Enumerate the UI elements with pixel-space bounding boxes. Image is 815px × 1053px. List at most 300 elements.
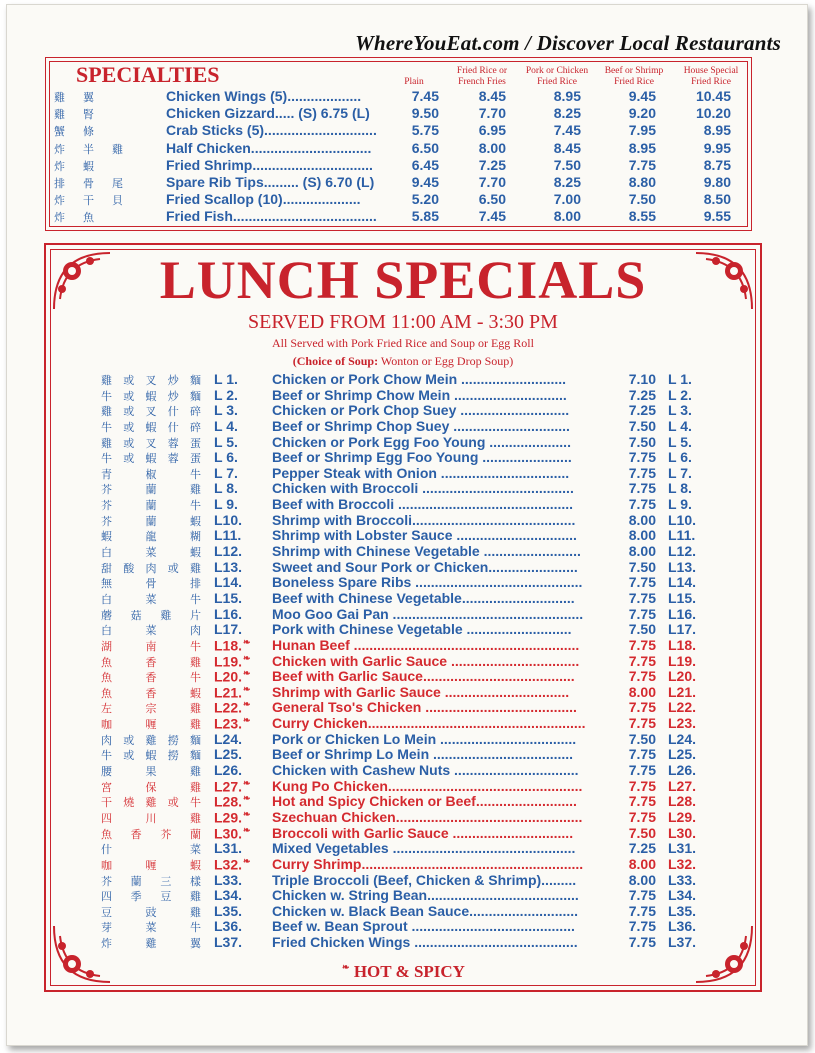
lunch-item-code xyxy=(214,465,238,481)
lunch-item-name: Beef or Shrimp Egg Foo Young ....................... xyxy=(272,449,572,466)
lunch-item-row xyxy=(46,903,760,919)
lunch-item-code xyxy=(214,527,241,543)
lunch-item-name: Chicken with Garlic Sauce ................................. xyxy=(272,652,580,669)
lunch-item-name: Beef with Broccoli ............................................. xyxy=(272,496,574,513)
lunch-item-name: Pepper Steak with Onion ................................. xyxy=(272,464,570,481)
lunch-item-price: 7.75 xyxy=(628,793,656,810)
lunch-item-chinese-name: 無 骨 排 xyxy=(101,577,201,591)
lunch-item-row xyxy=(46,402,760,418)
lunch-item-price: 7.75 xyxy=(628,668,656,685)
lunch-item-row xyxy=(46,668,760,684)
specialty-price: 10.45 xyxy=(695,88,731,104)
lunch-item-row xyxy=(46,887,760,903)
lunch-item-code-text: L18. xyxy=(214,637,243,654)
lunch-item-code-right: L33. xyxy=(668,871,697,888)
hot-pepper-icon: ❧ xyxy=(243,652,251,663)
specialty-price: 6.95 xyxy=(478,122,506,139)
lunch-item-chinese-name: 什 菜 xyxy=(101,843,201,857)
specialty-price: 5.20 xyxy=(411,191,439,208)
lunch-item-chinese-name: 咖 喱 蝦 xyxy=(101,858,201,872)
lunch-item-price: 7.10 xyxy=(628,371,656,387)
lunch-item-name: Beef with Garlic Sauce....................................... xyxy=(272,668,575,685)
lunch-item-code-text: L37. xyxy=(214,934,243,951)
lunch-specials-title: LUNCH SPECIALS xyxy=(159,250,647,310)
header-fried-rice-or-fries: Fried Rice or French Fries xyxy=(456,66,508,87)
lunch-item-code-text: L 2. xyxy=(214,386,238,403)
lunch-item-name: Triple Broccoli (Beef, Chicken & Shrimp)......... xyxy=(272,871,577,888)
specialty-price: 7.70 xyxy=(478,105,506,122)
lunch-item-price: 7.50 xyxy=(628,433,656,450)
lunch-item-code xyxy=(214,762,242,778)
lunch-item-row xyxy=(46,778,760,794)
header-pork-chicken-fried-rice: Pork or Chicken Fried Rice xyxy=(525,66,589,87)
lunch-item-price: 8.00 xyxy=(628,527,656,544)
specialty-price: 8.25 xyxy=(553,105,581,122)
lunch-item-code-right: L14. xyxy=(668,574,697,591)
specialty-chinese-name: 雞腎 xyxy=(54,108,112,122)
specialty-price: 9.45 xyxy=(628,88,656,104)
hot-spicy-legend xyxy=(46,962,760,982)
specialty-price: 9.45 xyxy=(411,173,439,190)
lunch-item-code-text: L14. xyxy=(214,574,243,591)
header-beef-shrimp-fried-rice: Beef or Shrimp Fried Rice xyxy=(604,66,664,87)
lunch-item-price: 7.75 xyxy=(628,777,656,794)
lunch-item-name: Fried Chicken Wings .......................................... xyxy=(272,934,578,951)
specialty-row xyxy=(54,191,744,208)
lunch-item-chinese-name: 雞 或 叉 蓉 蛋 xyxy=(101,436,201,450)
specialty-price: 9.55 xyxy=(703,208,731,225)
lunch-item-code-text: L11. xyxy=(214,527,242,544)
lunch-item-code-right: L16. xyxy=(668,605,697,622)
specialties-list xyxy=(54,88,744,226)
lunch-item-code-text: L36. xyxy=(214,918,243,935)
lunch-item-name: Szechuan Chicken................................................ xyxy=(272,808,583,825)
lunch-item-code xyxy=(214,918,242,934)
specialty-price: 9.50 xyxy=(411,105,439,122)
lunch-item-code-right: L 9. xyxy=(668,496,692,513)
specialty-row xyxy=(54,174,744,191)
lunch-item-code-right: L32. xyxy=(668,855,697,872)
lunch-item-price: 7.25 xyxy=(628,402,656,419)
lunch-item-name: Pork with Chinese Vegetable ........................... xyxy=(272,621,572,638)
specialty-name: Chicken Wings (5)................... xyxy=(166,88,362,104)
specialty-price: 10.20 xyxy=(695,105,731,122)
lunch-item-code-text: L32. xyxy=(214,856,243,873)
lunch-item-row xyxy=(46,825,760,841)
specialty-price: 8.25 xyxy=(553,173,581,190)
header-house-special-fried-rice: House Special Fried Rice xyxy=(683,66,739,87)
lunch-item-row xyxy=(46,559,760,575)
lunch-item-chinese-name: 白 菜 牛 xyxy=(101,592,201,606)
lunch-item-price: 8.00 xyxy=(628,855,656,872)
lunch-item-code-text: L23. xyxy=(214,715,243,732)
lunch-item-row xyxy=(46,449,760,465)
lunch-item-code-text: L34. xyxy=(214,887,243,904)
specialty-price: 8.95 xyxy=(703,122,731,139)
lunch-item-code xyxy=(214,543,242,559)
specialty-price: 8.55 xyxy=(628,208,656,225)
lunch-item-row xyxy=(46,872,760,888)
lunch-item-chinese-name: 湖 南 牛 xyxy=(101,639,201,653)
lunch-item-chinese-name: 甜 酸 肉 或 雞 xyxy=(101,561,201,575)
lunch-item-code xyxy=(214,590,242,606)
lunch-item-name: Pork or Chicken Lo Mein ................................... xyxy=(272,730,577,747)
lunch-item-code-right: L29. xyxy=(668,808,697,825)
lunch-item-code xyxy=(214,371,238,387)
lunch-item-code-right: L36. xyxy=(668,918,697,935)
specialty-price: 5.85 xyxy=(411,208,439,225)
lunch-item-code-right: L 3. xyxy=(668,402,692,419)
specialty-price: 8.00 xyxy=(478,139,506,156)
lunch-item-code-right: L20. xyxy=(668,668,697,685)
lunch-item-price: 7.25 xyxy=(628,840,656,857)
lunch-item-code xyxy=(214,606,242,622)
lunch-item-code xyxy=(214,418,238,434)
lunch-item-chinese-name: 雞 或 叉 炒 麵 xyxy=(101,374,201,387)
lunch-item-row xyxy=(46,434,760,450)
lunch-item-name: Curry Chicken........................................................ xyxy=(272,715,586,732)
lunch-item-code-right: L 8. xyxy=(668,480,692,497)
hot-pepper-icon: ❧ xyxy=(243,699,251,710)
all-served-note: All Served with Pork Fried Rice and Soup or Egg Roll xyxy=(272,336,534,350)
lunch-item-chinese-name: 芥 蘭 蝦 xyxy=(101,514,201,528)
lunch-item-code-right: L31. xyxy=(668,840,697,857)
lunch-item-code xyxy=(214,512,242,528)
lunch-item-row xyxy=(46,590,760,606)
lunch-item-row xyxy=(46,574,760,590)
lunch-item-price: 7.75 xyxy=(628,449,656,466)
lunch-item-row xyxy=(46,918,760,934)
lunch-item-code xyxy=(214,934,242,950)
lunch-item-name: Sweet and Sour Pork or Chicken....................... xyxy=(272,558,578,575)
lunch-item-code-text: L15. xyxy=(214,589,243,606)
lunch-item-chinese-name: 魚 香 牛 xyxy=(101,671,201,685)
lunch-item-code-right: L 7. xyxy=(668,464,692,481)
lunch-item-chinese-name: 左 宗 雞 xyxy=(101,702,201,716)
lunch-item-code-text: L24. xyxy=(214,730,243,747)
watermark-text: WhereYouEat.com / Discover Local Restaurants xyxy=(355,31,781,55)
lunch-item-code-right: L24. xyxy=(668,730,697,747)
lunch-item-price: 7.50 xyxy=(628,621,656,638)
lunch-item-row xyxy=(46,856,760,872)
hot-spicy-label: HOT & SPICY xyxy=(353,962,465,981)
lunch-item-row xyxy=(46,465,760,481)
lunch-item-code-right: L18. xyxy=(668,636,697,653)
lunch-item-price: 7.50 xyxy=(628,824,656,841)
lunch-item-code-right: L28. xyxy=(668,793,697,810)
lunch-item-code xyxy=(214,746,242,762)
specialty-chinese-name: 炸干貝 xyxy=(54,194,141,208)
lunch-item-name: Mixed Vegetables ............................................... xyxy=(272,840,576,857)
lunch-item-code-right: L27. xyxy=(668,777,697,794)
specialty-name: Fried Scallop (10).................... xyxy=(166,191,361,208)
specialty-chinese-name: 排骨尾 xyxy=(54,176,141,190)
lunch-item-price: 7.75 xyxy=(628,605,656,622)
lunch-item-code xyxy=(214,872,242,888)
specialty-name: Crab Sticks (5)............................. xyxy=(166,122,377,139)
lunch-item-name: Chicken or Pork Chop Suey ............................ xyxy=(272,402,570,419)
specialty-name: Half Chicken............................... xyxy=(166,139,372,156)
specialty-chinese-name: 蟹條 xyxy=(54,125,112,139)
lunch-item-price: 7.75 xyxy=(628,902,656,919)
lunch-item-code-right: L34. xyxy=(668,887,697,904)
lunch-item-name: Hunan Beef .......................................................... xyxy=(272,636,580,653)
lunch-item-row xyxy=(46,527,760,543)
lunch-item-code-right: L10. xyxy=(668,511,697,528)
lunch-item-price: 7.50 xyxy=(628,417,656,434)
header-plain: Plain xyxy=(404,77,424,87)
lunch-item-code xyxy=(214,449,238,465)
lunch-item-code xyxy=(214,402,238,418)
lunch-item-price: 8.00 xyxy=(628,543,656,560)
lunch-item-price: 7.75 xyxy=(628,652,656,669)
lunch-item-chinese-name: 牛 或 蝦 炒 麵 xyxy=(101,389,201,403)
specialty-price: 9.80 xyxy=(703,173,731,190)
lunch-item-row xyxy=(46,606,760,622)
specialties-section xyxy=(45,57,752,231)
hot-pepper-icon: ❧ xyxy=(243,668,251,679)
lunch-item-name: Beef with Chinese Vegetable............................. xyxy=(272,589,575,606)
lunch-item-code-right: L 2. xyxy=(668,386,692,403)
lunch-item-row xyxy=(46,746,760,762)
lunch-item-code xyxy=(214,887,242,903)
lunch-item-name: Shrimp with Lobster Sauce ............................... xyxy=(272,527,577,544)
lunch-item-chinese-name: 雞 或 叉 什 碎 xyxy=(101,405,201,419)
specialty-row xyxy=(54,157,744,174)
hot-pepper-icon: ❧ xyxy=(243,683,251,694)
lunch-item-chinese-name: 青 椒 牛 xyxy=(101,467,201,481)
lunch-specials-list xyxy=(46,371,760,950)
lunch-item-chinese-name: 芽 菜 牛 xyxy=(101,921,201,935)
lunch-item-code-right: L 4. xyxy=(668,417,692,434)
lunch-item-code xyxy=(214,840,242,856)
specialty-row xyxy=(54,88,744,105)
lunch-item-row xyxy=(46,840,760,856)
lunch-item-name: Beef or Shrimp Chop Suey .............................. xyxy=(272,417,570,434)
specialty-price: 8.95 xyxy=(628,139,656,156)
specialty-price: 7.75 xyxy=(628,156,656,173)
lunch-item-code-right: L19. xyxy=(668,652,697,669)
specialty-price: 5.75 xyxy=(411,122,439,139)
lunch-item-chinese-name: 白 菜 肉 xyxy=(101,624,201,638)
lunch-item-code-text: L 9. xyxy=(214,496,238,513)
lunch-item-chinese-name: 魚 香 蝦 xyxy=(101,686,201,700)
lunch-item-code xyxy=(214,480,238,496)
lunch-item-row xyxy=(46,653,760,669)
specialty-price: 6.50 xyxy=(478,191,506,208)
hot-pepper-icon: ❧ xyxy=(243,793,251,804)
hot-pepper-icon: ❧ xyxy=(243,824,251,835)
lunch-item-row xyxy=(46,762,760,778)
lunch-item-code xyxy=(214,668,251,685)
lunch-item-name: Broccoli with Garlic Sauce ............................... xyxy=(272,824,574,841)
specialty-row xyxy=(54,122,744,139)
specialties-column-headers xyxy=(46,66,751,90)
lunch-item-code-text: L 1. xyxy=(214,371,238,387)
soup-choice-label: (Choice of Soup: xyxy=(292,354,379,368)
lunch-item-chinese-name: 四 川 雞 xyxy=(101,811,201,825)
lunch-item-row xyxy=(46,684,760,700)
lunch-item-name: Chicken or Pork Egg Foo Young ..................... xyxy=(272,433,571,450)
specialty-row xyxy=(54,105,744,122)
lunch-item-price: 7.75 xyxy=(628,808,656,825)
lunch-item-name: Kung Po Chicken.................................................. xyxy=(272,777,583,794)
lunch-item-price: 7.75 xyxy=(628,574,656,591)
specialty-price: 9.20 xyxy=(628,105,656,122)
lunch-item-chinese-name: 魚 香 芥 蘭 xyxy=(101,827,201,841)
lunch-specials-section xyxy=(44,243,762,992)
menu-page xyxy=(6,4,808,1046)
lunch-item-row xyxy=(46,934,760,950)
lunch-item-code-text: L 3. xyxy=(214,402,238,419)
lunch-item-code-text: L 8. xyxy=(214,480,238,497)
lunch-item-code-text: L35. xyxy=(214,902,243,919)
lunch-item-row xyxy=(46,512,760,528)
lunch-item-code-text: L25. xyxy=(214,746,243,763)
lunch-item-code-right: L37. xyxy=(668,934,697,951)
lunch-item-chinese-name: 炸 雞 翼 xyxy=(101,937,201,951)
lunch-item-code xyxy=(214,903,242,919)
specialty-price: 8.00 xyxy=(553,208,581,225)
lunch-item-name: Beef or Shrimp Lo Mein .................................... xyxy=(272,746,574,763)
lunch-item-name: Shrimp with Garlic Sauce ................................ xyxy=(272,683,570,700)
lunch-item-code-text: L17. xyxy=(214,621,243,638)
lunch-item-price: 7.75 xyxy=(628,464,656,481)
lunch-item-name: Moo Goo Gai Pan ................................................. xyxy=(272,605,584,622)
lunch-item-price: 7.75 xyxy=(628,887,656,904)
lunch-item-name: General Tso's Chicken ....................................... xyxy=(272,699,577,716)
lunch-item-chinese-name: 白 菜 蝦 xyxy=(101,546,201,560)
specialty-price: 9.95 xyxy=(703,139,731,156)
soup-choice-options: Wonton or Egg Drop Soup) xyxy=(380,354,514,368)
specialty-chinese-name: 炸半雞 xyxy=(54,142,141,156)
specialties-title: SPECIALTIES xyxy=(76,62,220,87)
lunch-item-price: 7.50 xyxy=(628,730,656,747)
lunch-item-row xyxy=(46,418,760,434)
specialty-price: 6.50 xyxy=(411,139,439,156)
lunch-item-code-text: L10. xyxy=(214,511,243,528)
lunch-item-chinese-name: 肉 或 雞 撈 麵 xyxy=(101,733,201,747)
lunch-item-code xyxy=(214,637,251,654)
lunch-item-code-text: L20. xyxy=(214,668,243,685)
specialty-price: 8.45 xyxy=(478,88,506,104)
lunch-item-code xyxy=(214,387,238,403)
lunch-item-name: Chicken or Pork Chow Mein ........................... xyxy=(272,371,567,387)
lunch-item-code-text: L31. xyxy=(214,840,243,857)
lunch-item-code-text: L27. xyxy=(214,778,243,795)
serving-hours: SERVED FROM 11:00 AM - 3:30 PM xyxy=(248,311,558,333)
lunch-item-code-right: L15. xyxy=(668,589,697,606)
specialty-price: 7.70 xyxy=(478,173,506,190)
lunch-item-name: Shrimp with Broccoli.......................................... xyxy=(272,511,576,528)
lunch-item-name: Beef or Shrimp Chow Mein ............................. xyxy=(272,386,567,403)
lunch-item-code xyxy=(214,559,242,575)
lunch-item-name: Shrimp with Chinese Vegetable ......................... xyxy=(272,543,581,560)
lunch-item-code xyxy=(214,621,242,637)
specialty-row xyxy=(54,208,744,225)
hot-pepper-icon: ❧ xyxy=(243,855,251,866)
lunch-item-code xyxy=(214,653,251,670)
lunch-item-code-right: L26. xyxy=(668,762,697,779)
lunch-item-row xyxy=(46,699,760,715)
lunch-item-code-text: L16. xyxy=(214,605,243,622)
lunch-item-chinese-name: 芥 蘭 雞 xyxy=(101,483,201,497)
lunch-item-row xyxy=(46,793,760,809)
hot-pepper-icon: ❧ xyxy=(243,808,251,819)
hot-pepper-icon: ❧ xyxy=(243,715,251,726)
lunch-item-code-text: L29. xyxy=(214,809,243,826)
lunch-item-code-text: L26. xyxy=(214,762,243,779)
lunch-item-price: 8.00 xyxy=(628,683,656,700)
specialty-row xyxy=(54,140,744,157)
lunch-item-code xyxy=(214,731,242,747)
lunch-item-price: 8.00 xyxy=(628,511,656,528)
lunch-item-code xyxy=(214,434,238,450)
lunch-item-price: 7.75 xyxy=(628,746,656,763)
lunch-item-name: Chicken w. Black Bean Sauce............................ xyxy=(272,902,579,919)
lunch-item-code-text: L19. xyxy=(214,653,243,670)
lunch-item-chinese-name: 魚 香 雞 xyxy=(101,655,201,669)
lunch-item-name: Boneless Spare Ribs ........................................... xyxy=(272,574,583,591)
specialty-name: Fried Shrimp............................... xyxy=(166,156,373,173)
lunch-item-code xyxy=(214,684,251,701)
lunch-item-code-right: L21. xyxy=(668,683,697,700)
lunch-item-code-text: L 4. xyxy=(214,417,238,434)
specialty-chinese-name: 炸蝦 xyxy=(54,159,112,173)
specialty-price: 8.45 xyxy=(553,139,581,156)
lunch-item-price: 8.00 xyxy=(628,871,656,888)
lunch-item-name: Hot and Spicy Chicken or Beef.......................... xyxy=(272,793,577,810)
lunch-item-code xyxy=(214,496,238,512)
lunch-item-code-text: L33. xyxy=(214,871,243,888)
lunch-item-row xyxy=(46,809,760,825)
lunch-item-chinese-name: 芥 蘭 三 樣 xyxy=(101,874,201,888)
specialty-price: 7.45 xyxy=(411,88,439,104)
lunch-item-price: 7.75 xyxy=(628,715,656,732)
lunch-item-code-text: L28. xyxy=(214,793,243,810)
specialty-name: Fried Fish..................................... xyxy=(166,208,377,225)
lunch-item-chinese-name: 牛 或 蝦 撈 麵 xyxy=(101,749,201,763)
lunch-item-code xyxy=(214,809,251,826)
lunch-item-code-right: L17. xyxy=(668,621,697,638)
lunch-item-code-right: L11. xyxy=(668,527,696,544)
lunch-item-row xyxy=(46,543,760,559)
lunch-item-price: 7.75 xyxy=(628,762,656,779)
lunch-item-chinese-name: 芥 蘭 牛 xyxy=(101,499,201,513)
specialty-price: 6.45 xyxy=(411,156,439,173)
specialty-chinese-name: 炸魚 xyxy=(54,211,112,225)
lunch-item-price: 7.75 xyxy=(628,480,656,497)
lunch-item-row xyxy=(46,715,760,731)
lunch-item-chinese-name: 腰 果 雞 xyxy=(101,765,201,779)
lunch-item-code-text: L22. xyxy=(214,700,243,717)
lunch-item-chinese-name: 牛 或 蝦 蓉 蛋 xyxy=(101,452,201,466)
specialty-price: 7.50 xyxy=(553,156,581,173)
specialty-price: 7.45 xyxy=(478,208,506,225)
hot-pepper-icon: ❧ xyxy=(342,962,350,973)
lunch-item-chinese-name: 四 季 豆 雞 xyxy=(101,890,201,904)
lunch-item-code xyxy=(214,699,251,716)
lunch-item-code-text: L21. xyxy=(214,684,243,701)
lunch-item-code xyxy=(214,574,242,590)
lunch-item-code-text: L 6. xyxy=(214,449,238,466)
soup-choice-note xyxy=(46,354,760,369)
lunch-item-name: Beef w. Bean Sprout .......................................... xyxy=(272,918,575,935)
lunch-item-code-text: L12. xyxy=(214,543,243,560)
specialty-price: 8.95 xyxy=(553,88,581,104)
lunch-item-row xyxy=(46,731,760,747)
lunch-item-code-text: L30. xyxy=(214,825,243,842)
